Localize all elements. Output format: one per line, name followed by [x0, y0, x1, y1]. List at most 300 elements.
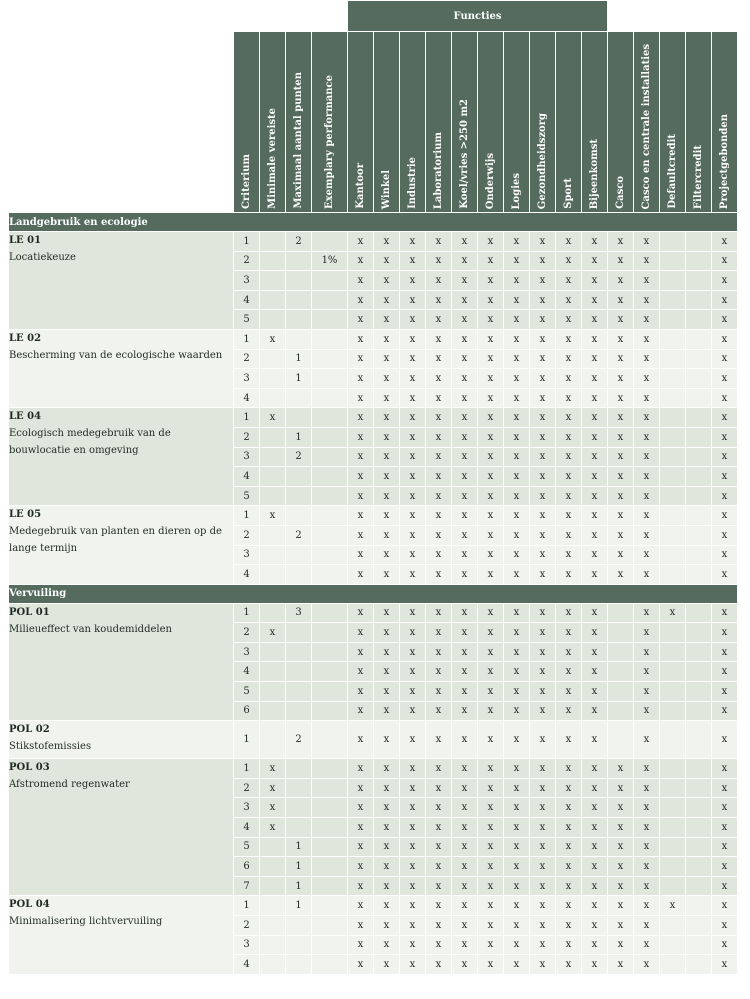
table-cell: x: [374, 310, 400, 330]
table-cell: x: [426, 290, 452, 310]
criterion-name: Locatiekeuze: [9, 252, 76, 263]
table-cell: x: [452, 857, 478, 877]
table-cell: [686, 603, 712, 623]
table-cell: x: [582, 271, 608, 291]
section-title: Vervuiling: [9, 584, 738, 603]
table-cell: 5: [234, 310, 260, 330]
table-cell: x: [608, 955, 634, 975]
table-cell: x: [712, 369, 738, 389]
criterion-code: POL 03: [9, 762, 50, 774]
table-cell: x: [452, 662, 478, 682]
table-cell: [686, 798, 712, 818]
table-cell: x: [504, 857, 530, 877]
table-cell: [686, 408, 712, 428]
table-cell: x: [348, 427, 374, 447]
table-cell: x: [504, 232, 530, 252]
table-cell: x: [634, 759, 660, 779]
column-header-label: Kantoor: [355, 163, 366, 209]
table-cell: x: [374, 876, 400, 896]
table-cell: [686, 349, 712, 369]
table-cell: [660, 408, 686, 428]
table-cell: x: [504, 682, 530, 702]
table-cell: [260, 369, 286, 389]
table-cell: x: [582, 642, 608, 662]
criterion-code: POL 02: [9, 724, 50, 736]
table-cell: x: [634, 701, 660, 721]
table-cell: [686, 721, 712, 759]
criterion-cell: [9, 896, 234, 974]
table-cell: x: [634, 506, 660, 526]
table-cell: x: [712, 798, 738, 818]
table-cell: x: [556, 603, 582, 623]
table-cell: x: [582, 603, 608, 623]
table-cell: x: [712, 427, 738, 447]
table-cell: x: [504, 623, 530, 643]
table-cell: x: [452, 701, 478, 721]
table-cell: [260, 349, 286, 369]
table-cell: x: [504, 329, 530, 349]
table-cell: x: [374, 642, 400, 662]
table-cell: x: [530, 349, 556, 369]
table-cell: x: [348, 329, 374, 349]
table-cell: x: [348, 506, 374, 526]
table-cell: [286, 955, 312, 975]
table-cell: x: [478, 310, 504, 330]
criterion-cell: [9, 603, 234, 721]
table-cell: x: [426, 759, 452, 779]
column-header-row: [9, 32, 738, 213]
table-cell: [312, 369, 348, 389]
table-cell: x: [712, 271, 738, 291]
table-cell: [686, 232, 712, 252]
table-cell: x: [582, 662, 608, 682]
table-cell: x: [504, 408, 530, 428]
table-cell: [686, 427, 712, 447]
criterion-code: LE 01: [9, 235, 42, 246]
table-cell: x: [400, 701, 426, 721]
functions-title: Functies: [348, 1, 608, 32]
table-cell: [660, 388, 686, 408]
table-cell: x: [400, 506, 426, 526]
table-cell: x: [608, 329, 634, 349]
table-cell: [312, 545, 348, 565]
table-cell: x: [478, 486, 504, 506]
table-cell: x: [452, 349, 478, 369]
table-cell: x: [426, 251, 452, 271]
table-cell: x: [712, 408, 738, 428]
table-cell: x: [634, 310, 660, 330]
table-cell: x: [478, 916, 504, 936]
table-cell: [286, 388, 312, 408]
table-cell: x: [712, 486, 738, 506]
column-header-label: Onderwijs: [485, 152, 496, 209]
column-header-label: Projectgebonden: [719, 113, 730, 209]
table-cell: [312, 623, 348, 643]
table-cell: x: [504, 525, 530, 545]
table-cell: x: [608, 467, 634, 487]
table-cell: [686, 642, 712, 662]
table-cell: x: [556, 798, 582, 818]
criterion-name: Milieueffect van koudemiddelen: [9, 623, 172, 635]
column-header: [530, 32, 556, 213]
table-cell: [260, 467, 286, 487]
column-header: [348, 32, 374, 213]
table-cell: x: [426, 896, 452, 916]
table-cell: x: [556, 251, 582, 271]
column-header-label: Exemplary performance: [324, 74, 335, 209]
table-cell: 5: [234, 486, 260, 506]
column-header-label: Casco en centrale installaties: [641, 43, 652, 209]
table-cell: x: [374, 955, 400, 975]
table-cell: x: [504, 798, 530, 818]
column-header: [504, 32, 530, 213]
table-row: [9, 896, 738, 916]
table-cell: x: [634, 876, 660, 896]
table-cell: x: [504, 818, 530, 838]
table-cell: x: [608, 232, 634, 252]
column-header-label: Industrie: [407, 157, 418, 209]
table-cell: x: [582, 329, 608, 349]
table-cell: x: [478, 467, 504, 487]
criterion-name: Minimalisering lichtvervuiling: [9, 916, 163, 928]
table-cell: x: [374, 408, 400, 428]
table-cell: x: [478, 682, 504, 702]
table-cell: x: [530, 682, 556, 702]
table-cell: x: [478, 232, 504, 252]
table-cell: x: [452, 721, 478, 759]
table-cell: x: [504, 721, 530, 759]
table-cell: x: [504, 759, 530, 779]
table-cell: [608, 642, 634, 662]
table-cell: x: [374, 506, 400, 526]
table-cell: x: [530, 916, 556, 936]
table-cell: x: [634, 427, 660, 447]
table-cell: x: [374, 662, 400, 682]
table-cell: x: [504, 778, 530, 798]
table-cell: x: [478, 565, 504, 585]
table-cell: [312, 232, 348, 252]
table-cell: x: [400, 349, 426, 369]
table-cell: x: [712, 232, 738, 252]
table-cell: 2: [286, 232, 312, 252]
table-cell: x: [634, 642, 660, 662]
table-cell: x: [530, 232, 556, 252]
table-cell: x: [348, 642, 374, 662]
table-cell: x: [712, 876, 738, 896]
table-cell: x: [634, 857, 660, 877]
table-cell: x: [530, 876, 556, 896]
table-cell: [660, 642, 686, 662]
table-cell: x: [712, 251, 738, 271]
table-cell: [286, 682, 312, 702]
table-cell: x: [452, 408, 478, 428]
table-cell: x: [426, 623, 452, 643]
table-cell: x: [582, 486, 608, 506]
table-cell: x: [400, 916, 426, 936]
table-cell: x: [582, 682, 608, 702]
table-row: [9, 759, 738, 779]
table-cell: x: [348, 447, 374, 467]
table-cell: x: [556, 837, 582, 857]
table-cell: x: [478, 369, 504, 389]
table-cell: [660, 467, 686, 487]
table-cell: x: [608, 778, 634, 798]
table-cell: 1: [234, 603, 260, 623]
table-cell: [686, 623, 712, 643]
table-cell: x: [556, 388, 582, 408]
table-cell: x: [452, 837, 478, 857]
table-cell: x: [400, 565, 426, 585]
table-cell: x: [400, 955, 426, 975]
table-cell: x: [478, 642, 504, 662]
table-cell: x: [374, 818, 400, 838]
table-cell: x: [348, 525, 374, 545]
table-cell: x: [582, 545, 608, 565]
table-cell: x: [608, 310, 634, 330]
column-header-label: Maximaal aantal punten: [293, 72, 304, 209]
table-cell: [686, 916, 712, 936]
criterion-name: Medegebruik van planten en dieren op de lange termijn: [9, 526, 222, 555]
table-cell: x: [426, 447, 452, 467]
table-cell: x: [504, 916, 530, 936]
table-cell: x: [374, 565, 400, 585]
table-cell: x: [426, 232, 452, 252]
table-cell: x: [478, 837, 504, 857]
table-cell: x: [634, 525, 660, 545]
table-cell: x: [530, 603, 556, 623]
table-cell: x: [478, 329, 504, 349]
table-cell: x: [478, 876, 504, 896]
table-cell: x: [400, 642, 426, 662]
table-cell: x: [556, 565, 582, 585]
table-cell: 7: [234, 876, 260, 896]
table-cell: x: [478, 896, 504, 916]
table-cell: x: [608, 837, 634, 857]
table-cell: x: [426, 701, 452, 721]
table-cell: x: [348, 701, 374, 721]
table-cell: [660, 916, 686, 936]
table-cell: 2: [234, 916, 260, 936]
table-cell: x: [556, 721, 582, 759]
table-cell: x: [608, 565, 634, 585]
table-cell: x: [504, 271, 530, 291]
table-cell: x: [608, 916, 634, 936]
table-cell: [660, 935, 686, 955]
table-cell: x: [426, 818, 452, 838]
table-cell: x: [608, 506, 634, 526]
column-header: [374, 32, 400, 213]
column-header: [452, 32, 478, 213]
table-cell: x: [374, 232, 400, 252]
table-cell: x: [452, 623, 478, 643]
table-cell: [312, 310, 348, 330]
table-cell: x: [530, 778, 556, 798]
table-cell: [686, 896, 712, 916]
table-cell: x: [348, 955, 374, 975]
table-cell: x: [348, 603, 374, 623]
table-cell: x: [712, 388, 738, 408]
table-cell: [660, 682, 686, 702]
table-cell: [660, 310, 686, 330]
column-header: [660, 32, 686, 213]
table-cell: x: [634, 388, 660, 408]
table-cell: x: [504, 251, 530, 271]
table-cell: [312, 916, 348, 936]
table-cell: [312, 857, 348, 877]
table-cell: [260, 486, 286, 506]
table-cell: x: [608, 896, 634, 916]
column-header: [312, 32, 348, 213]
table-cell: x: [348, 837, 374, 857]
table-cell: 3: [234, 798, 260, 818]
table-cell: x: [426, 506, 452, 526]
column-header: [426, 32, 452, 213]
table-cell: x: [400, 662, 426, 682]
table-cell: x: [530, 329, 556, 349]
table-cell: x: [582, 408, 608, 428]
table-cell: [312, 388, 348, 408]
table-cell: [660, 447, 686, 467]
table-cell: [286, 545, 312, 565]
section-row: [9, 213, 738, 232]
criterion-code: POL 04: [9, 899, 50, 911]
table-cell: x: [452, 565, 478, 585]
table-cell: x: [374, 623, 400, 643]
table-cell: x: [712, 701, 738, 721]
table-cell: x: [374, 701, 400, 721]
table-cell: x: [348, 467, 374, 487]
table-cell: x: [712, 896, 738, 916]
table-cell: x: [608, 525, 634, 545]
table-cell: x: [556, 329, 582, 349]
table-cell: x: [452, 642, 478, 662]
column-header: [712, 32, 738, 213]
table-cell: [260, 565, 286, 585]
table-cell: x: [348, 682, 374, 702]
table-cell: x: [582, 798, 608, 818]
table-cell: x: [478, 251, 504, 271]
table-cell: x: [260, 759, 286, 779]
table-cell: x: [608, 935, 634, 955]
table-cell: x: [400, 935, 426, 955]
table-cell: [312, 642, 348, 662]
table-cell: x: [504, 388, 530, 408]
table-cell: [660, 565, 686, 585]
table-cell: [312, 603, 348, 623]
table-cell: x: [348, 818, 374, 838]
table-cell: x: [582, 935, 608, 955]
table-cell: x: [452, 525, 478, 545]
table-cell: [660, 662, 686, 682]
table-cell: x: [426, 682, 452, 702]
table-cell: x: [348, 388, 374, 408]
criterion-name: Ecologisch medegebruik van de bouwlocatie en omgeving: [9, 428, 171, 457]
table-cell: 5: [234, 837, 260, 857]
table-cell: x: [478, 349, 504, 369]
table-cell: [260, 682, 286, 702]
table-cell: [260, 642, 286, 662]
table-cell: x: [400, 290, 426, 310]
criterion-code: LE 02: [9, 332, 42, 344]
table-cell: x: [478, 290, 504, 310]
table-cell: [686, 467, 712, 487]
table-cell: [660, 955, 686, 975]
table-cell: x: [608, 251, 634, 271]
table-cell: x: [400, 251, 426, 271]
table-cell: x: [348, 545, 374, 565]
table-cell: x: [478, 447, 504, 467]
table-cell: [260, 388, 286, 408]
table-cell: [660, 759, 686, 779]
table-cell: 1: [286, 876, 312, 896]
table-cell: x: [634, 545, 660, 565]
table-cell: x: [634, 935, 660, 955]
column-header: [556, 32, 582, 213]
table-cell: [286, 798, 312, 818]
table-cell: x: [400, 271, 426, 291]
table-cell: x: [426, 778, 452, 798]
table-cell: x: [478, 759, 504, 779]
table-cell: x: [374, 545, 400, 565]
table-cell: x: [608, 857, 634, 877]
table-cell: x: [426, 408, 452, 428]
table-cell: x: [348, 271, 374, 291]
table-cell: x: [582, 778, 608, 798]
table-cell: x: [426, 565, 452, 585]
table-cell: x: [634, 603, 660, 623]
table-cell: 5: [234, 682, 260, 702]
table-cell: x: [400, 447, 426, 467]
table-cell: x: [556, 896, 582, 916]
table-cell: x: [504, 876, 530, 896]
table-cell: x: [348, 251, 374, 271]
table-cell: 6: [234, 857, 260, 877]
table-cell: x: [452, 251, 478, 271]
column-header: [686, 32, 712, 213]
table-cell: x: [634, 349, 660, 369]
table-cell: x: [478, 271, 504, 291]
table-cell: x: [374, 447, 400, 467]
table-cell: x: [400, 896, 426, 916]
criterion-cell: [9, 506, 234, 584]
table-cell: x: [660, 603, 686, 623]
table-cell: x: [478, 818, 504, 838]
table-cell: [260, 310, 286, 330]
table-cell: x: [530, 857, 556, 877]
table-cell: [660, 778, 686, 798]
table-cell: x: [452, 916, 478, 936]
table-cell: x: [452, 467, 478, 487]
table-cell: x: [452, 955, 478, 975]
table-cell: x: [426, 798, 452, 818]
table-cell: x: [426, 427, 452, 447]
table-cell: [686, 545, 712, 565]
table-cell: x: [400, 857, 426, 877]
table-cell: 3: [234, 447, 260, 467]
column-header: [634, 32, 660, 213]
table-cell: x: [608, 408, 634, 428]
table-cell: x: [634, 662, 660, 682]
table-cell: x: [582, 525, 608, 545]
table-cell: [312, 271, 348, 291]
table-cell: x: [374, 935, 400, 955]
column-header: [478, 32, 504, 213]
table-cell: x: [530, 369, 556, 389]
table-cell: [286, 251, 312, 271]
table-cell: x: [452, 506, 478, 526]
table-cell: x: [608, 818, 634, 838]
table-cell: x: [582, 506, 608, 526]
